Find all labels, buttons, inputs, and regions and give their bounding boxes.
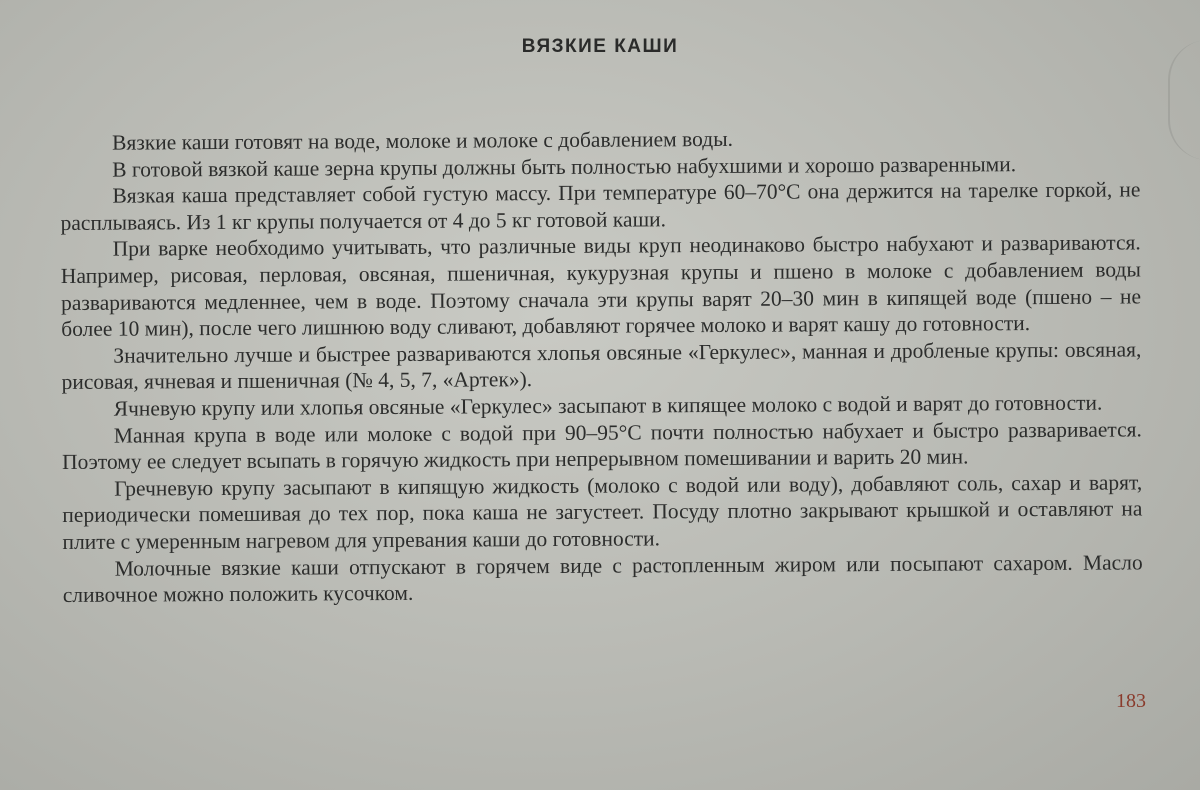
paragraph: Вязкие каши готовят на воде, молоке и молоке с добавлением воды. [112,126,734,155]
body-text [60,123,1143,608]
paragraph: Молочные вязкие каши отпускают в горячем виде с растопленным жиром или посыпают сахаром. Масло сливочное можно положить кусочком. [62,549,1143,608]
paragraph: При варке необходимо учитывать, что различные виды круп неодинаково быстро набухают и развариваются. Например, рисовая, перловая, овсяная, пшеничная, кукурузная крупы и пшено в молоке с добавлением воды развариваются медленнее, чем в воде. Поэтому сначала эти крупы варят 20–30 мин в кипящей воде (пшено – не более 10 мин), после чего лишнюю воду сливают, добавляют горячее молоко и варят кашу до готовности. [60,230,1142,342]
paragraph: Манная крупа в воде или молоке с водой при 90–95°C почти полностью набухает и быстро разваривается. Поэтому ее следует всыпать в горячую жидкость при непрерывном помешивании и варить 20 мин. [61,416,1142,475]
paragraph: В готовой вязкой каше зерна крупы должны быть полностью набухшими и хорошо разваренными. [112,151,1017,182]
paragraph: Ячневую крупу или хлопья овсяные «Геркулес» засыпают в кипящее молоко с водой и варят до готовности. [113,390,1103,421]
paragraph: Значительно лучше и быстрее развариваются хлопья овсяные «Геркулес», манная и дробленые крупы: овсяная, рисовая, ячневая и пшеничная (№ 4, 5, 7, «Артек»). [61,337,1142,395]
paragraph: Гречневую крупу засыпают в кипящую жидкость (молоко с водой или воду), добавляют соль, сахар и варят, периодически помешивая до тех пор, пока каша не загустеет. Посуду плотно закрывают крышкой и оставляют на плите с умеренным нагревом для упревания каши до готовности. [62,470,1143,554]
page-number: 183 [1116,690,1146,712]
page-curl-edge [1168,40,1200,160]
paragraph: Вязкая каша представляет собой густую массу. При температуре 60–70°C она держится на тарелке горкой, не расплываясь. Из 1 кг крупы получается от 4 до 5 кг готовой каши. [60,177,1141,235]
page-title: ВЯЗКИЕ КАШИ [521,36,679,57]
